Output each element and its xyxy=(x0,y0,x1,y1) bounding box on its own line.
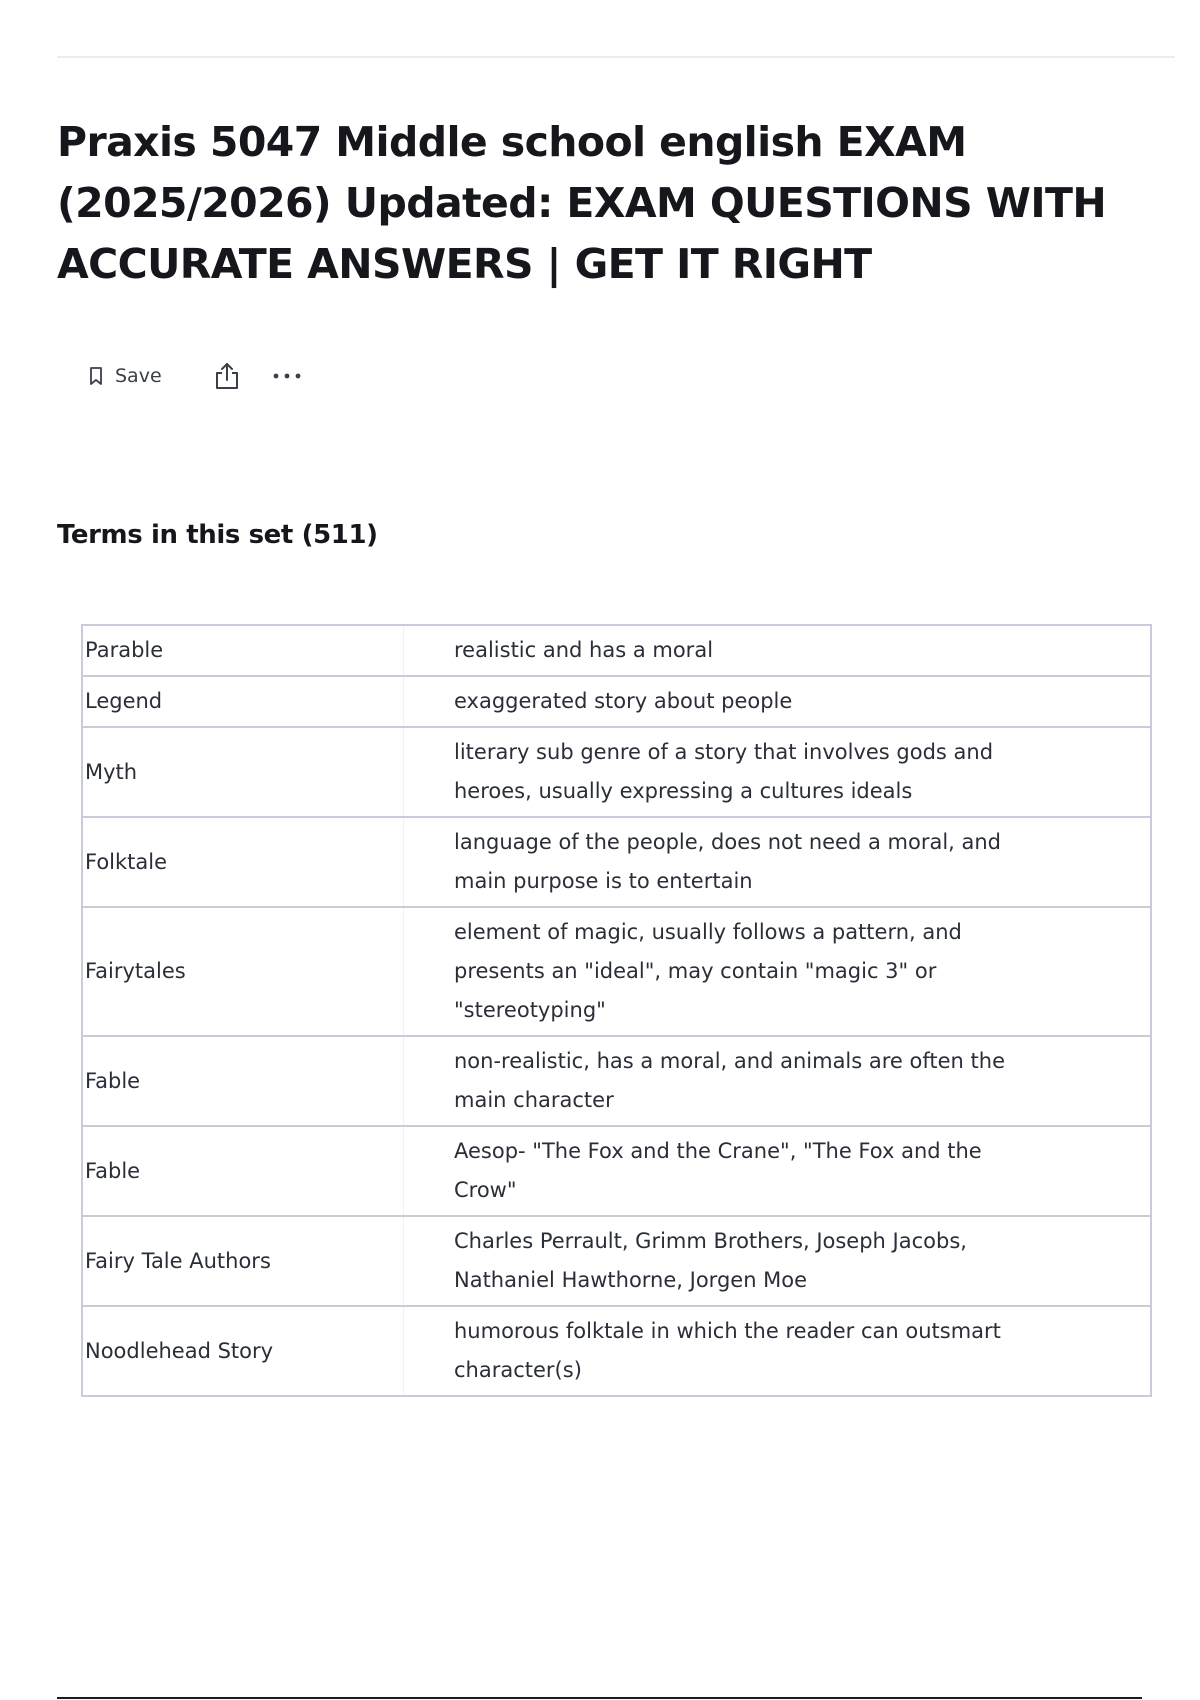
definition-cell: element of magic, usually follows a pattern, and presents an "ideal", may contain "magic 3" or "stereotyping" xyxy=(404,907,1152,1036)
top-divider xyxy=(57,56,1175,58)
term-cell: Myth xyxy=(82,727,404,817)
term-row xyxy=(82,625,1151,676)
definition-cell: literary sub genre of a story that involves gods and heroes, usually expressing a cultures ideals xyxy=(404,727,1152,817)
term-cell: Fairytales xyxy=(82,907,404,1036)
terms-heading: Terms in this set (511) xyxy=(57,520,378,550)
term-cell: Noodlehead Story xyxy=(82,1306,404,1396)
definition-cell: Charles Perrault, Grimm Brothers, Joseph Jacobs, Nathaniel Hawthorne, Jorgen Moe xyxy=(404,1216,1152,1306)
definition-cell: exaggerated story about people xyxy=(404,676,1152,727)
definition-cell: non-realistic, has a moral, and animals are often the main character xyxy=(404,1036,1152,1126)
save-button[interactable] xyxy=(85,358,166,394)
term-cell: Fable xyxy=(82,1036,404,1126)
term-cell: Fairy Tale Authors xyxy=(82,1216,404,1306)
action-bar xyxy=(85,358,302,394)
term-cell: Fable xyxy=(82,1126,404,1216)
term-row xyxy=(82,1126,1151,1216)
more-options-button[interactable] xyxy=(272,358,302,394)
definition-cell: Aesop- "The Fox and the Crane", "The Fox and the Crow" xyxy=(404,1126,1152,1216)
share-button[interactable] xyxy=(214,358,240,394)
term-row xyxy=(82,1036,1151,1126)
definition-cell: realistic and has a moral xyxy=(404,625,1152,676)
page-title: Praxis 5047 Middle school english EXAM (2025/2026) Updated: EXAM QUESTIONS WITH ACCURATE ANSWERS | GET IT RIGHT xyxy=(57,118,1107,288)
bottom-divider xyxy=(57,1697,1142,1699)
term-row xyxy=(82,907,1151,1036)
definition-cell: language of the people, does not need a moral, and main purpose is to entertain xyxy=(404,817,1152,907)
share-icon xyxy=(214,361,240,391)
term-cell: Folktale xyxy=(82,817,404,907)
more-icon xyxy=(272,372,302,380)
term-row xyxy=(82,1216,1151,1306)
definition-cell: humorous folktale in which the reader can outsmart character(s) xyxy=(404,1306,1152,1396)
term-row xyxy=(82,676,1151,727)
term-cell: Legend xyxy=(82,676,404,727)
term-row xyxy=(82,1306,1151,1396)
save-button-label: Save xyxy=(115,365,162,387)
term-row xyxy=(82,727,1151,817)
term-row xyxy=(82,817,1151,907)
bookmark-icon xyxy=(89,366,103,386)
term-cell: Parable xyxy=(82,625,404,676)
terms-table xyxy=(81,624,1152,1397)
